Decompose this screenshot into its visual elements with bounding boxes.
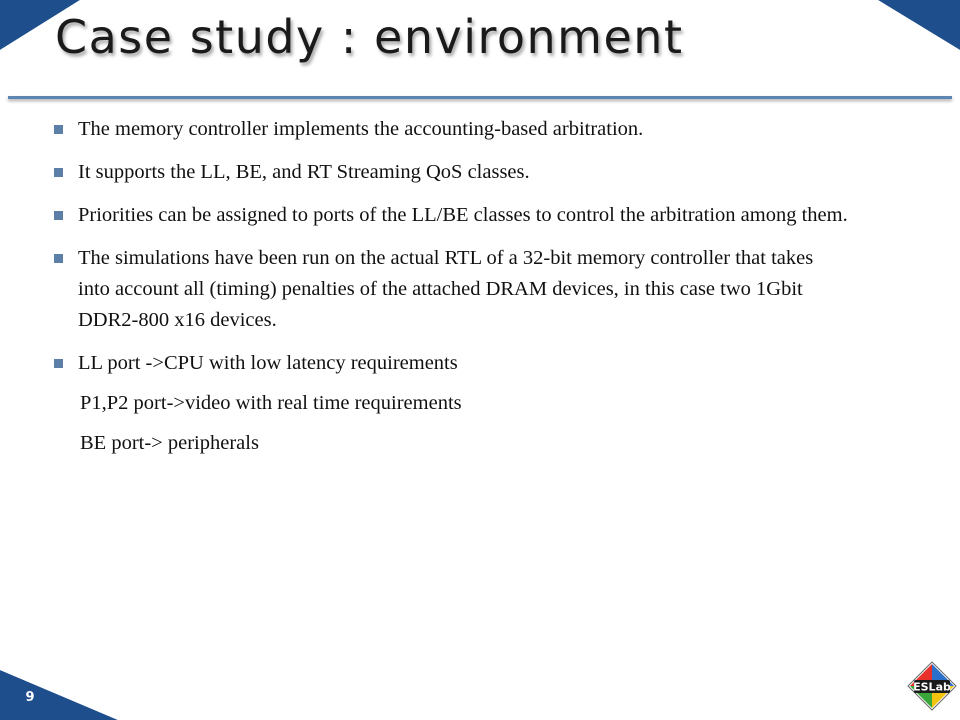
page-number: 9 — [25, 690, 35, 705]
square-bullet-icon — [54, 359, 63, 368]
sub-line: P1,P2 port->video with real time requirements — [80, 392, 462, 414]
bullet-text: The memory controller implements the accounting-based arbitration. — [78, 118, 644, 140]
square-bullet-icon — [54, 168, 63, 177]
bullet-item — [50, 157, 850, 188]
bullet-text: It supports the LL, BE, and RT Streaming QoS classes. — [78, 161, 530, 183]
bullet-item — [50, 114, 850, 145]
square-bullet-icon — [54, 211, 63, 220]
eslab-logo-icon — [906, 660, 958, 712]
bullet-text: Priorities can be assigned to ports of the LL/BE classes to control the arbitration among them. — [78, 204, 848, 226]
slide-title: Case study : environment — [55, 10, 684, 64]
title-divider — [8, 96, 952, 99]
bullet-text: LL port ->CPU with low latency requirements — [78, 352, 458, 374]
sub-line: BE port-> peripherals — [80, 432, 259, 454]
corner-decoration-top-right — [860, 0, 960, 60]
bullet-item — [50, 200, 850, 231]
bullet-item — [50, 348, 850, 379]
square-bullet-icon — [54, 254, 63, 263]
bullet-text: The simulations have been run on the actual RTL of a 32-bit memory controller that takes into account all (timing) penalties of the attached DRAM devices, in this case two 1Gbit DDR2-800 x16 devices. — [78, 247, 814, 331]
bullet-item — [50, 243, 850, 336]
logo-text: ESLab — [913, 680, 951, 694]
square-bullet-icon — [54, 125, 63, 134]
bullet-list — [50, 114, 850, 459]
